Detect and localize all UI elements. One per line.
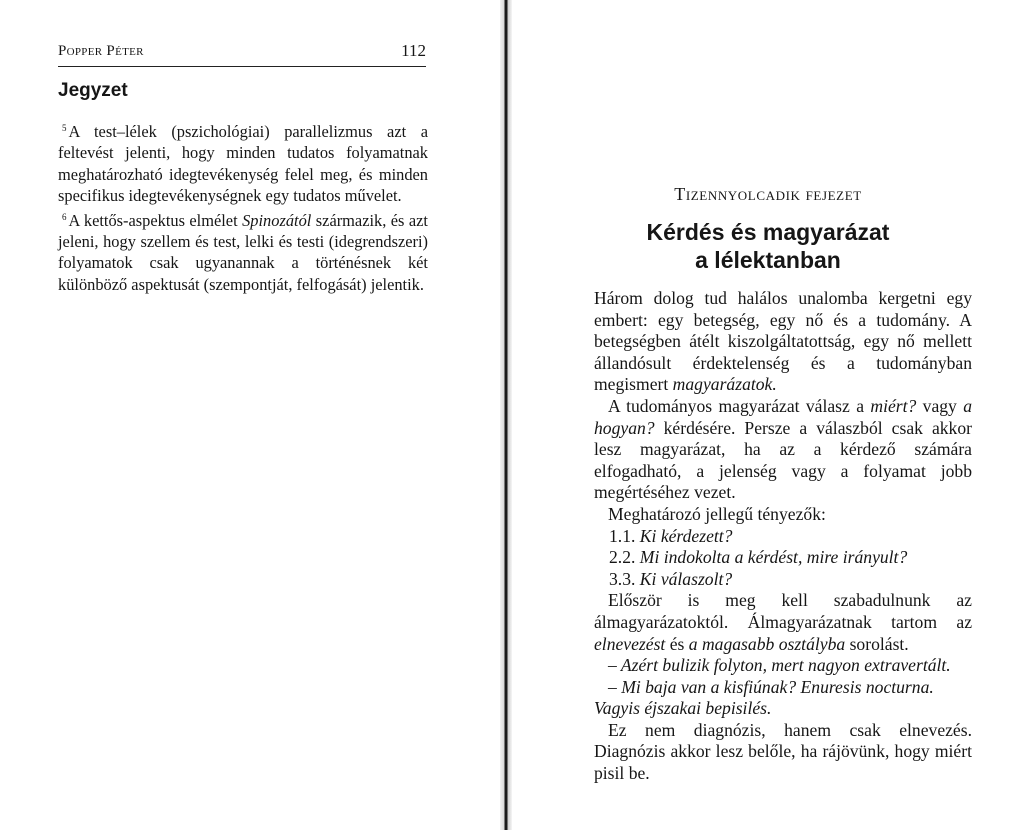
dialogue-line bbox=[594, 655, 972, 677]
paragraph-emphasis: magyarázatok. bbox=[672, 374, 777, 395]
footnote-text: származik, és azt jeleni, hogy szellem és test, lelki és testi (idegrendszeri) folyamatok csak ugyanannak a történésnek két különböző aspektusát (szempontját, felfogását) jelentik. bbox=[58, 210, 428, 294]
paragraph-emphasis: elnevezést bbox=[594, 633, 666, 654]
footnote-6 bbox=[58, 207, 428, 296]
chapter-label: Tizennyolcadik fejezet bbox=[674, 184, 862, 204]
chapter-title bbox=[512, 218, 1024, 274]
paragraph bbox=[594, 396, 972, 504]
right-page bbox=[512, 0, 1024, 830]
footnote-marker: 5 bbox=[62, 123, 67, 133]
list-item-text: Ki kérdezett? bbox=[639, 525, 733, 546]
footnote-text: A test–lélek (pszichológiai) parallelizmus azt a feltevést jelenti, hogy minden tudatos folyamatnak meghatározható idegtevékenység felel meg, és minden specifikus idegtevékenységnek egy tudatos művelet. bbox=[58, 122, 428, 206]
dialogue-line bbox=[594, 698, 972, 720]
paragraph bbox=[594, 590, 972, 655]
list-item bbox=[594, 526, 972, 548]
running-head bbox=[58, 40, 426, 67]
left-page bbox=[0, 0, 500, 830]
book-gutter bbox=[500, 0, 512, 830]
chapter-title-line: Kérdés és magyarázat bbox=[646, 219, 890, 245]
paragraph-emphasis: Vagyis éjszakai bepisilés. bbox=[594, 698, 772, 719]
footnote-marker: 6 bbox=[62, 211, 67, 222]
footnote-5 bbox=[58, 118, 428, 207]
page-number: 112 bbox=[401, 41, 426, 60]
list-item-number: 1.1. bbox=[609, 525, 636, 546]
list-item-number: 2.2. bbox=[609, 547, 636, 568]
list-item-number: 3.3. bbox=[609, 568, 636, 589]
chapter-body bbox=[594, 288, 972, 785]
list-item-text: Mi indokolta a kérdést, mire irányult? bbox=[639, 547, 908, 568]
paragraph-emphasis: – Azért bulizik folyton, mert nagyon extravertált. bbox=[608, 655, 951, 676]
paragraph-text: Először is meg kell szabadulnunk az álmagyarázatoktól. Álmagyarázatnak tartom az bbox=[594, 590, 972, 632]
dialogue-line bbox=[594, 677, 972, 699]
paragraph-emphasis: a hogyan? bbox=[594, 395, 973, 438]
paragraph: Meghatározó jellegű tényezők: bbox=[608, 503, 826, 524]
paragraph-emphasis: – Mi baja van a kisfiúnak? Enuresis nocturna. bbox=[608, 676, 934, 697]
footnote-text: A kettős-aspektus elmélet bbox=[68, 210, 243, 230]
paragraph-emphasis: miért? bbox=[870, 395, 917, 416]
notes-section bbox=[58, 118, 428, 295]
list-item-text: Ki válaszolt? bbox=[639, 568, 733, 589]
paragraph-emphasis: a magasabb osztályba bbox=[688, 633, 846, 654]
chapter-title-line: a lélektanban bbox=[695, 247, 841, 273]
paragraph: Ez nem diagnózis, hanem csak elnevezés. Diagnózis akkor lesz belőle, ha rájövünk, hogy miért pisil be. bbox=[594, 719, 972, 784]
paragraph bbox=[594, 288, 972, 396]
footnote-emphasis: Spinozától bbox=[242, 210, 312, 230]
notes-title: Jegyzet bbox=[58, 80, 128, 101]
list-item bbox=[594, 547, 972, 569]
paragraph-text: és bbox=[665, 633, 689, 654]
list-item bbox=[594, 569, 972, 591]
paragraph-text: Három dolog tud halálos unalomba kergetni egy embert: egy betegség, egy nő és a tudomány. A betegségben átélt kiszolgáltatottság, egy nő mellett állandósult érdektelenség és a tudományban megismert bbox=[594, 288, 972, 395]
running-head-author: Popper Péter bbox=[58, 43, 144, 59]
paragraph-text: kérdésére. Persze a válaszból csak akkor lesz magyarázat, ha az a kérdező számára elfogadható, a jelenség vagy a folyamat jobb megértéséhez vezet. bbox=[594, 417, 972, 503]
paragraph-text: vagy bbox=[916, 395, 964, 416]
paragraph-text: A tudományos magyarázat válasz a bbox=[608, 395, 871, 416]
paragraph-text: sorolást. bbox=[845, 633, 909, 654]
